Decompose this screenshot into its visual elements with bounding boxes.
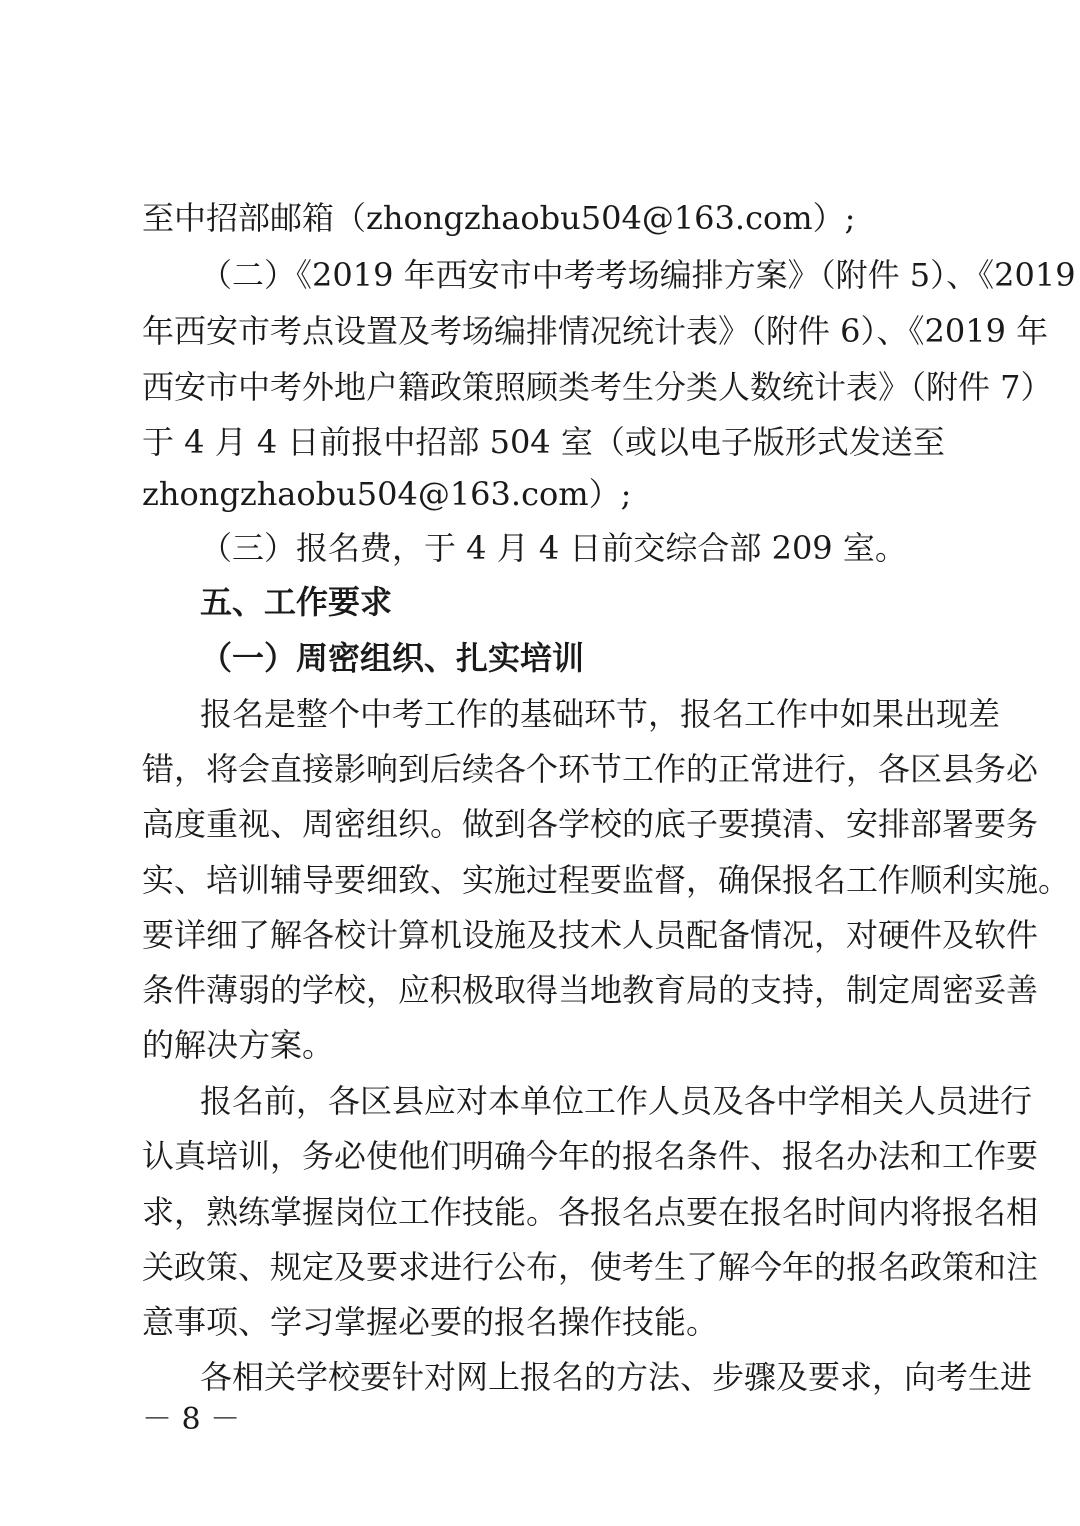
text-line: 求，熟练掌握岗位工作技能。各报名点要在报名时间内将报名相: [142, 1193, 1039, 1231]
text-line: （二）《2019 年西安市中考考场编排方案》（附件 5）、《2019: [200, 256, 1076, 294]
text-line: 关政策、规定及要求进行公布，使考生了解今年的报名政策和注: [142, 1248, 1039, 1286]
text-line: 高度重视、周密组织。做到各学校的底子要摸清、安排部署要务: [142, 805, 1039, 843]
text-line: 年西安市考点设置及考场编排情况统计表》（附件 6）、《2019 年: [142, 312, 1049, 350]
text-line: zhongzhaobu504@163.com）;: [142, 475, 632, 513]
text-line: 报名是整个中考工作的基础环节，报名工作中如果出现差: [200, 695, 1001, 733]
text-line: 的解决方案。: [142, 1026, 335, 1064]
text-line: 于 4 月 4 日前报中招部 504 室（或以电子版形式发送至: [142, 423, 945, 461]
section-heading: 五、工作要求: [200, 583, 393, 621]
text-line: 报名前，各区县应对本单位工作人员及各中学相关人员进行: [200, 1082, 1033, 1120]
text-line: （三）报名费，于 4 月 4 日前交综合部 209 室。: [200, 529, 907, 567]
subsection-heading: （一）周密组织、扎实培训: [200, 639, 585, 677]
text-line: 要详细了解各校计算机设施及技术人员配备情况，对硬件及软件: [142, 916, 1039, 954]
text-line: 错，将会直接影响到后续各个环节工作的正常进行，各区县务必: [142, 750, 1039, 788]
page-number: － 8 －: [142, 1402, 241, 1437]
text-line: 西安市中考外地户籍政策照顾类考生分类人数统计表》（附件 7）: [142, 368, 1053, 406]
text-line: 认真培训，务必使他们明确今年的报名条件、报名办法和工作要: [142, 1137, 1039, 1175]
text-line: 意事项、学习掌握必要的报名操作技能。: [142, 1303, 719, 1341]
text-line: 各相关学校要针对网上报名的方法、步骤及要求，向考生进: [200, 1358, 1033, 1396]
text-line: 至中招部邮箱（zhongzhaobu504@163.com）;: [142, 199, 856, 237]
text-line: 实、培训辅导要细致、实施过程要监督，确保报名工作顺利实施。: [142, 861, 1071, 899]
text-line: 条件薄弱的学校，应积极取得当地教育局的支持，制定周密妥善: [142, 971, 1039, 1009]
